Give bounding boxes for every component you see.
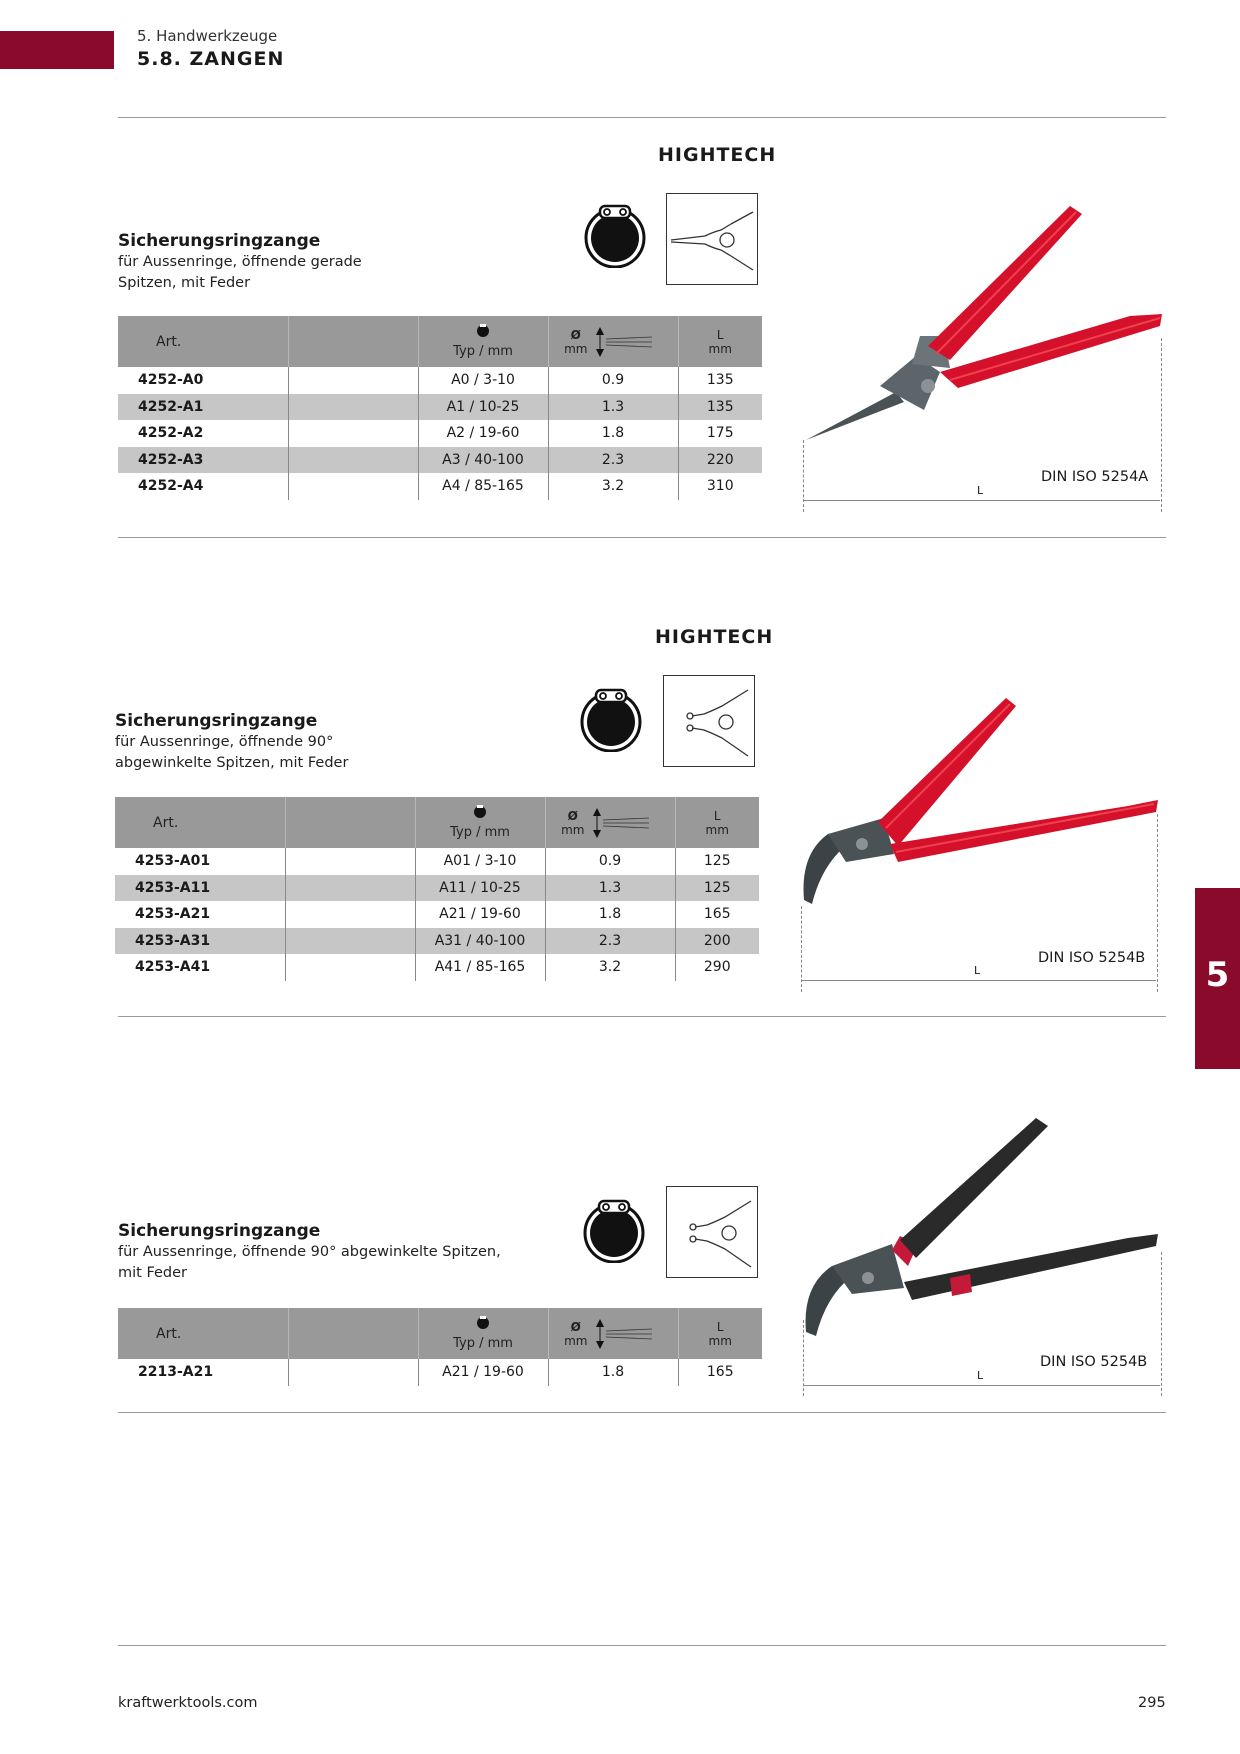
tip-diameter-icon — [589, 806, 659, 840]
straight-tip-jaw-icon — [666, 193, 758, 285]
din-standard-label: DIN ISO 5254A — [1041, 469, 1149, 485]
ring-small-icon — [476, 324, 490, 338]
tip-diameter-icon — [592, 1317, 662, 1351]
header-typ: Typ / mm — [415, 797, 545, 848]
header-empty — [285, 797, 415, 848]
header-empty — [288, 1308, 418, 1359]
table-row: 4253-A31 A31 / 40-100 2.3 200 — [115, 928, 759, 955]
dimension-line — [804, 1385, 1160, 1386]
circlip-ring-icon — [582, 202, 648, 268]
header-length: L mm — [675, 797, 759, 848]
chapter-label: 5. Handwerkzeuge — [137, 27, 278, 45]
table-header-row — [118, 316, 762, 367]
pliers-angled-black-image — [800, 1116, 1170, 1346]
ring-small-icon — [476, 1316, 490, 1330]
header-diameter: Ø mm — [545, 797, 675, 848]
din-standard-label: DIN ISO 5254B — [1038, 950, 1146, 966]
section-title: 5.8. ZANGEN — [137, 48, 285, 70]
dimension-line — [802, 980, 1156, 981]
dimension-label: L — [977, 484, 984, 497]
table-header-row — [118, 1308, 762, 1359]
header-length: L mm — [678, 316, 762, 367]
dimension-tick — [1161, 338, 1163, 512]
table-row: 4252-A2 A2 / 19-60 1.8 175 — [118, 420, 762, 447]
header-art: Art. — [115, 797, 285, 848]
table-row: 4253-A11 A11 / 10-25 1.3 125 — [115, 875, 759, 902]
spec-table — [118, 1308, 762, 1386]
header-art: Art. — [118, 1308, 288, 1359]
description-line: für Aussenringe, öffnende 90° — [115, 734, 334, 750]
dimension-label: L — [977, 1369, 984, 1382]
table-row: 4252-A3 A3 / 40-100 2.3 220 — [118, 447, 762, 474]
header-typ: Typ / mm — [418, 316, 548, 367]
description-line: mit Feder — [118, 1265, 188, 1281]
header-typ: Typ / mm — [418, 1308, 548, 1359]
din-standard-label: DIN ISO 5254B — [1040, 1354, 1148, 1370]
table-row: 4253-A21 A21 / 19-60 1.8 165 — [115, 901, 759, 928]
footer-url[interactable]: kraftwerktools.com — [118, 1695, 258, 1711]
circlip-ring-icon — [581, 1197, 647, 1263]
table-row: 4253-A41 A41 / 85-165 3.2 290 — [115, 954, 759, 981]
divider — [118, 1016, 1166, 1017]
product-title: Sicherungsringzange — [118, 1221, 321, 1241]
header-empty — [288, 316, 418, 367]
ring-small-icon — [473, 805, 487, 819]
divider — [118, 537, 1166, 538]
header-diameter: Ø mm — [548, 1308, 678, 1359]
table-row: 4252-A0 A0 / 3-10 0.9 135 — [118, 367, 762, 394]
divider — [118, 1412, 1166, 1413]
table-row: 2213-A21 A21 / 19-60 1.8 165 — [118, 1359, 762, 1386]
pliers-straight-image — [800, 196, 1170, 456]
page-number: 295 — [1138, 1695, 1166, 1711]
dimension-label: L — [974, 964, 981, 977]
pliers-angled-red-image — [798, 694, 1168, 914]
chapter-side-number: 5 — [1205, 955, 1230, 995]
description-line: abgewinkelte Spitzen, mit Feder — [115, 755, 349, 771]
dimension-tick — [1161, 1252, 1163, 1396]
product-description — [118, 1242, 501, 1284]
header-diameter: Ø mm — [548, 316, 678, 367]
hightech-label: HIGHTECH — [655, 626, 774, 648]
description-line: für Aussenringe, öffnende gerade — [118, 254, 362, 270]
dimension-line — [804, 500, 1160, 501]
header-art: Art. — [118, 316, 288, 367]
angled-tip-jaw-icon — [666, 1186, 758, 1278]
product-title: Sicherungsringzange — [115, 711, 318, 731]
table-header-row — [115, 797, 759, 848]
dimension-tick — [1157, 814, 1159, 992]
product-description — [118, 252, 362, 294]
product-title: Sicherungsringzange — [118, 231, 321, 251]
brand-color-bar — [0, 31, 114, 69]
dimension-tick — [803, 440, 805, 512]
table-row: 4252-A4 A4 / 85-165 3.2 310 — [118, 473, 762, 500]
angled-tip-jaw-icon — [663, 675, 755, 767]
hightech-label: HIGHTECH — [658, 144, 777, 166]
circlip-ring-icon — [578, 686, 644, 752]
table-row: 4252-A1 A1 / 10-25 1.3 135 — [118, 394, 762, 421]
product-description — [115, 732, 348, 774]
table-row: 4253-A01 A01 / 3-10 0.9 125 — [115, 848, 759, 875]
description-line: für Aussenringe, öffnende 90° abgewinkelte Spitzen, — [118, 1244, 501, 1260]
footer-divider — [118, 1645, 1166, 1646]
tip-diameter-icon — [592, 325, 662, 359]
description-line: Spitzen, mit Feder — [118, 275, 251, 291]
header-length: L mm — [678, 1308, 762, 1359]
divider — [118, 117, 1166, 118]
spec-table — [115, 797, 759, 981]
spec-table — [118, 316, 762, 500]
